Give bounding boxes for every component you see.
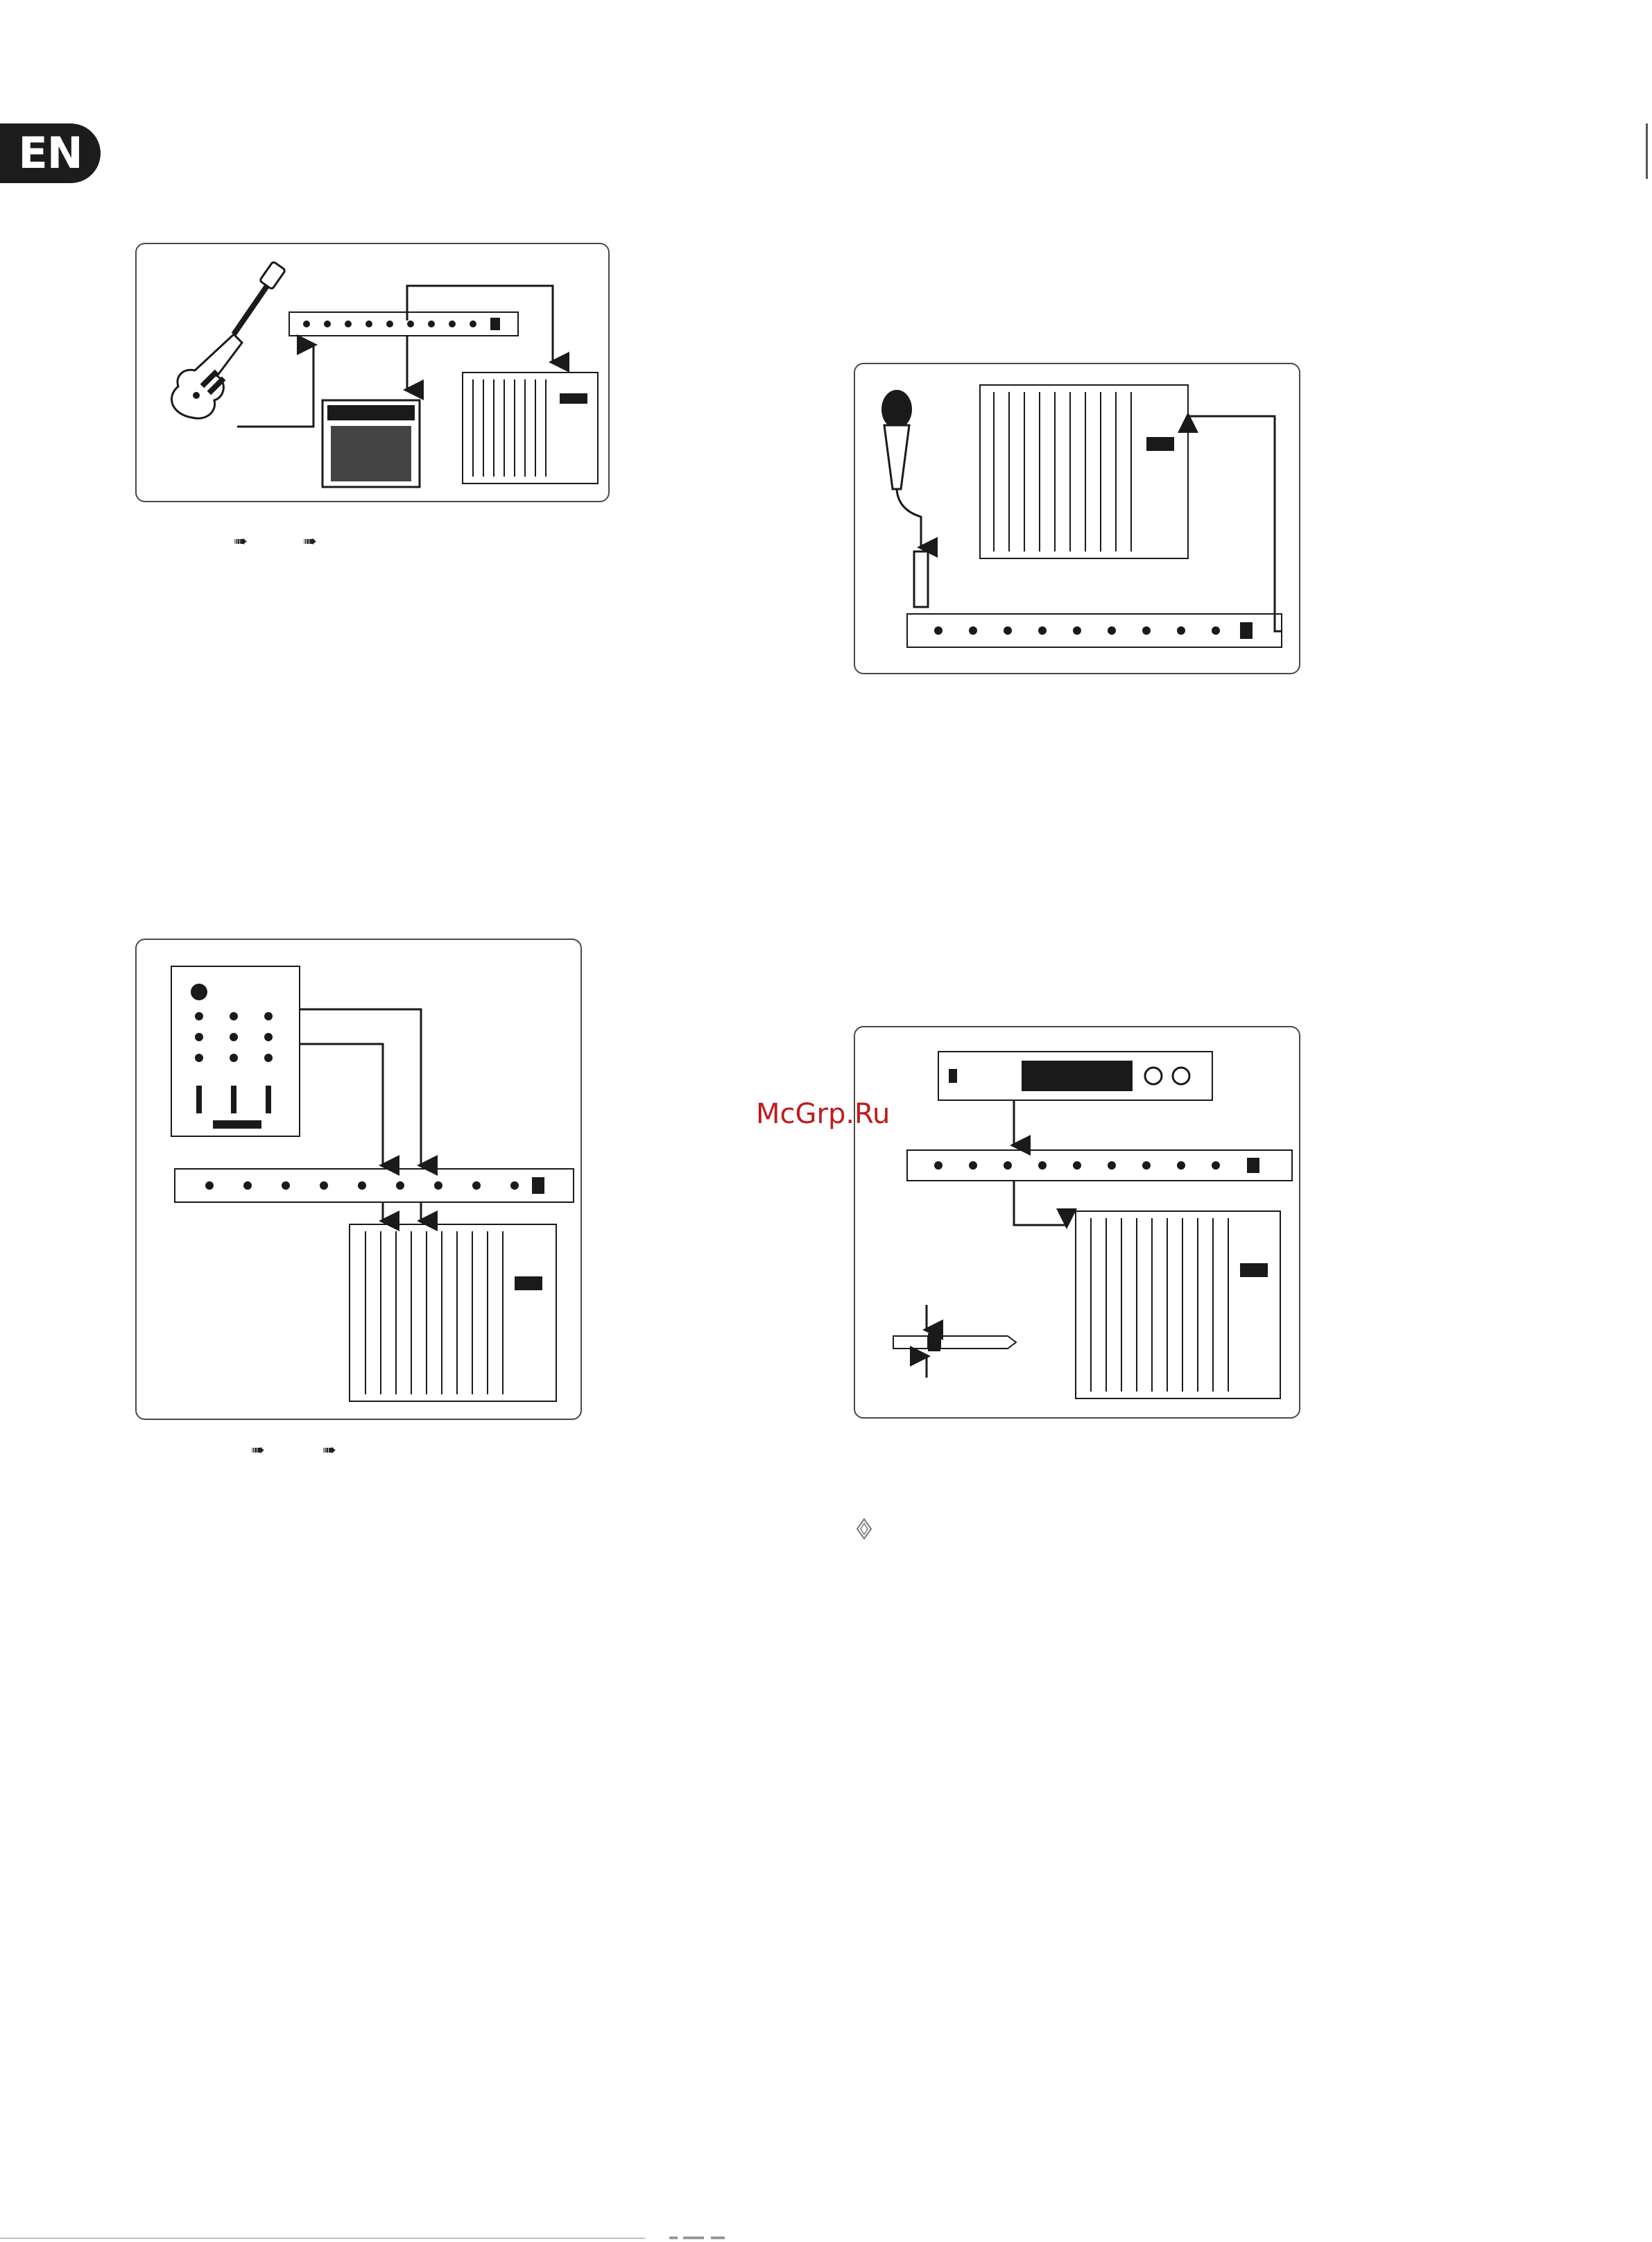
mixing-console-icon — [980, 385, 1188, 558]
dj-mixer-icon — [171, 966, 300, 1136]
power-amp-setup-diagram — [855, 1027, 1299, 1417]
power-amplifier-icon — [938, 1052, 1212, 1100]
electric-guitar-icon — [171, 262, 285, 418]
right-arrow-icon: ➠ — [251, 1441, 266, 1460]
watermark: McGrp.Ru — [756, 1098, 890, 1130]
right-arrow-icon: ➠ — [322, 1441, 337, 1460]
mixing-console-icon — [463, 373, 598, 484]
right-arrow-icon: ➠ — [234, 532, 248, 551]
figure-power-amp-setup — [854, 1026, 1300, 1419]
footer-marks — [669, 2236, 752, 2240]
guitar-setup-diagram — [137, 244, 608, 501]
dj-mixer-setup-diagram — [137, 940, 580, 1419]
guitar-amplifier-icon — [322, 400, 420, 487]
microphone-icon — [881, 390, 928, 607]
footer-rule — [0, 2238, 645, 2239]
brand-logo-icon — [856, 1518, 872, 1540]
mixing-console-icon — [1076, 1211, 1280, 1398]
figure-guitar-setup — [135, 243, 610, 502]
rack-di-box-icon — [175, 1169, 574, 1202]
jack-plug-icon — [893, 1333, 1016, 1351]
figure-microphone-setup — [854, 363, 1300, 674]
right-arrow-icon: ➠ — [303, 532, 318, 551]
mixing-console-icon — [350, 1224, 556, 1401]
rack-di-box-icon — [907, 614, 1282, 647]
language-badge: EN — [0, 123, 101, 183]
microphone-setup-diagram — [855, 364, 1299, 673]
rack-di-box-icon — [289, 312, 518, 336]
rack-di-box-icon — [907, 1150, 1292, 1181]
figure-dj-mixer-setup — [135, 939, 582, 1420]
page-edge-mark — [1646, 123, 1648, 179]
